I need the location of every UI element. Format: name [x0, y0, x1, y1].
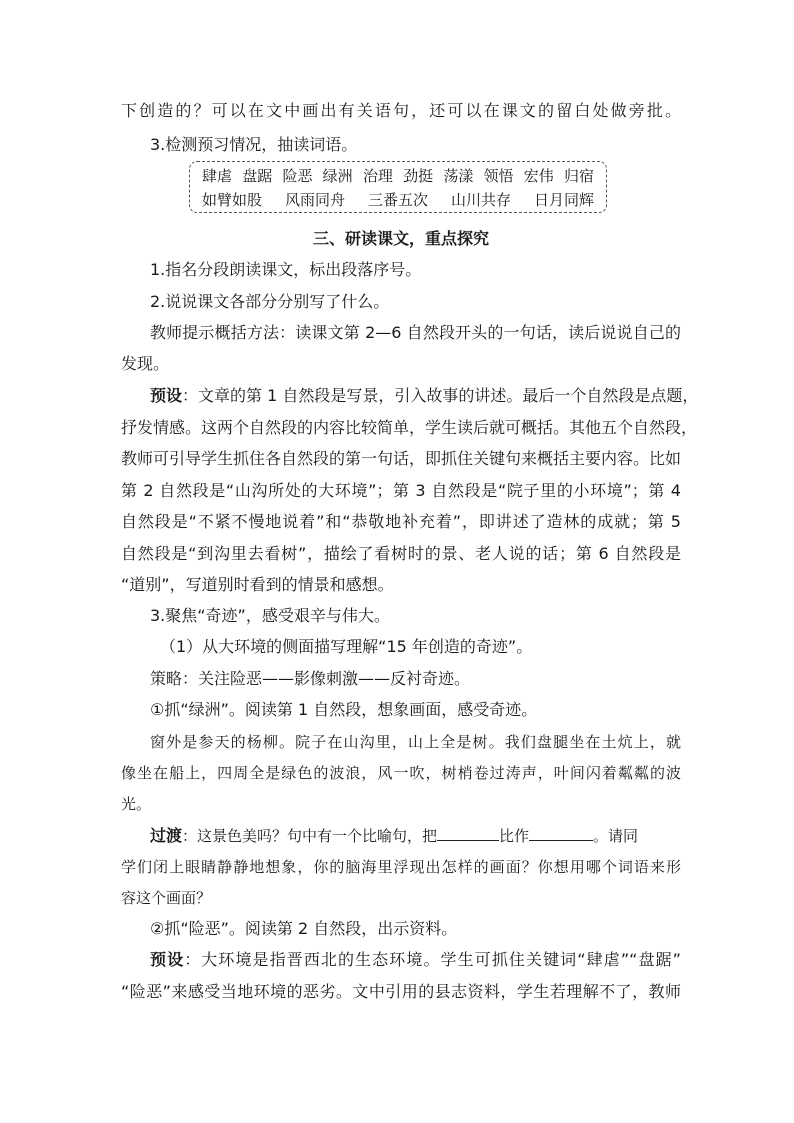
text-line: ①抓“绿洲”。阅读第 1 自然段，想象画面，感受奇迹。 — [150, 700, 538, 719]
text-line: 3.检测预习情况，抽读词语。 — [150, 135, 358, 154]
text-span: ：这景色美吗？句中有一个比喻句，把 — [182, 827, 438, 845]
vocab-phrase: 风雨同舟 — [284, 191, 345, 209]
vocab-phrase: 如臂如股 — [202, 191, 263, 209]
vocab-word: 治理 — [362, 167, 393, 185]
section-heading: 三、研读课文，重点探究 — [312, 229, 489, 248]
vocabulary-row-1 — [202, 167, 594, 185]
text-line: 发现。 — [121, 354, 170, 373]
text-line: 抒发情感。这两个自然段的内容比较简单，学生读后就可概括。其他五个自然段， — [121, 418, 698, 437]
preset-label: 预设 — [150, 950, 185, 969]
vocab-word: 荡漾 — [443, 167, 474, 185]
text-line: 自然段是“不紧不慢地说着”和“恭敬地补充着”，即讲述了造林的成就；第 5 — [121, 512, 681, 531]
text-line: 下创造的？可以在文中画出有关语句，还可以在课文的留白处做旁批。 — [121, 101, 681, 120]
vocab-word: 劲挺 — [403, 167, 434, 185]
text-line: “道别”，写道别时看到的情景和感想。 — [121, 575, 394, 594]
vocabulary-row-2 — [202, 191, 594, 209]
quoted-passage-line: 窗外是参天的杨柳。院子在山沟里，山上全是树。我们盘腿坐在土炕上，就 — [150, 733, 681, 751]
vocab-word: 领悟 — [483, 167, 514, 185]
text-line: （1）从大环境的侧面描写理解“15 年创造的奇迹”。 — [160, 637, 533, 656]
text-line: 策略：关注险恶——影像刺激——反衬奇迹。 — [150, 669, 471, 688]
text-line: 容这个画面？ — [121, 889, 212, 907]
text-line — [150, 950, 681, 970]
text-line: 2.说说课文各部分分别写了什么。 — [150, 292, 390, 311]
text-line: ②抓“险恶”。阅读第 2 自然段，出示资料。 — [150, 919, 458, 938]
text-span: ：文章的第 1 自然段是写景，引入故事的讲述。最后一个自然段是点题， — [182, 386, 699, 405]
text-line: 3.聚焦“奇迹”，感受艰辛与伟大。 — [150, 606, 390, 625]
fill-blank — [529, 826, 593, 841]
text-line: 教师可引导学生抓住各自然段的第一句话，即抓住关键句来概括主要内容。比如 — [121, 449, 682, 468]
text-line: 1.指名分段朗读课文，标出段落序号。 — [150, 260, 422, 279]
text-span: ：大环境是指晋西北的生态环境。学生可抓住关键词“肆虐”“盘踞” — [184, 950, 681, 969]
quoted-passage-line: 像坐在船上，四周全是绿色的波浪，风一吹，树梢卷过涛声，叶间闪着粼粼的波 — [121, 764, 681, 782]
transition-label: 过渡 — [150, 826, 183, 845]
quoted-passage-line: 光。 — [121, 795, 152, 813]
vocab-phrase: 三番五次 — [367, 191, 428, 209]
text-span: 比作 — [499, 827, 530, 845]
vocab-word: 宏伟 — [523, 167, 554, 185]
text-line: “险恶”来感受当地环境的恶劣。文中引用的县志资料，学生若理解不了，教师 — [121, 982, 681, 1001]
text-line — [150, 386, 699, 406]
vocab-word: 绿洲 — [322, 167, 353, 185]
vocab-word: 肆虐 — [202, 167, 233, 185]
preset-label: 预设 — [150, 386, 183, 405]
text-line — [150, 826, 681, 846]
text-line: 第 2 自然段是“山沟所处的大环境”；第 3 自然段是“院子里的小环境”；第 4 — [121, 481, 681, 500]
vocab-phrase: 日月同辉 — [533, 191, 594, 209]
vocab-word: 归宿 — [563, 167, 594, 185]
text-span: 。请同 — [593, 827, 639, 845]
text-line: 自然段是“到沟里去看树”，描绘了看树时的景、老人说的话；第 6 自然段是 — [121, 544, 681, 563]
vocab-phrase: 山川共存 — [450, 191, 511, 209]
vocab-word: 盘踞 — [242, 167, 273, 185]
text-line: 教师提示概括方法：读课文第 2—6 自然段开头的一句话，读后说说自己的 — [150, 323, 681, 342]
text-line: 学们闭上眼睛静静地想象，你的脑海里浮现出怎样的画面？你想用哪个词语来形 — [121, 858, 681, 876]
vocab-word: 险恶 — [282, 167, 313, 185]
fill-blank — [437, 826, 499, 841]
vocabulary-box — [189, 161, 607, 213]
